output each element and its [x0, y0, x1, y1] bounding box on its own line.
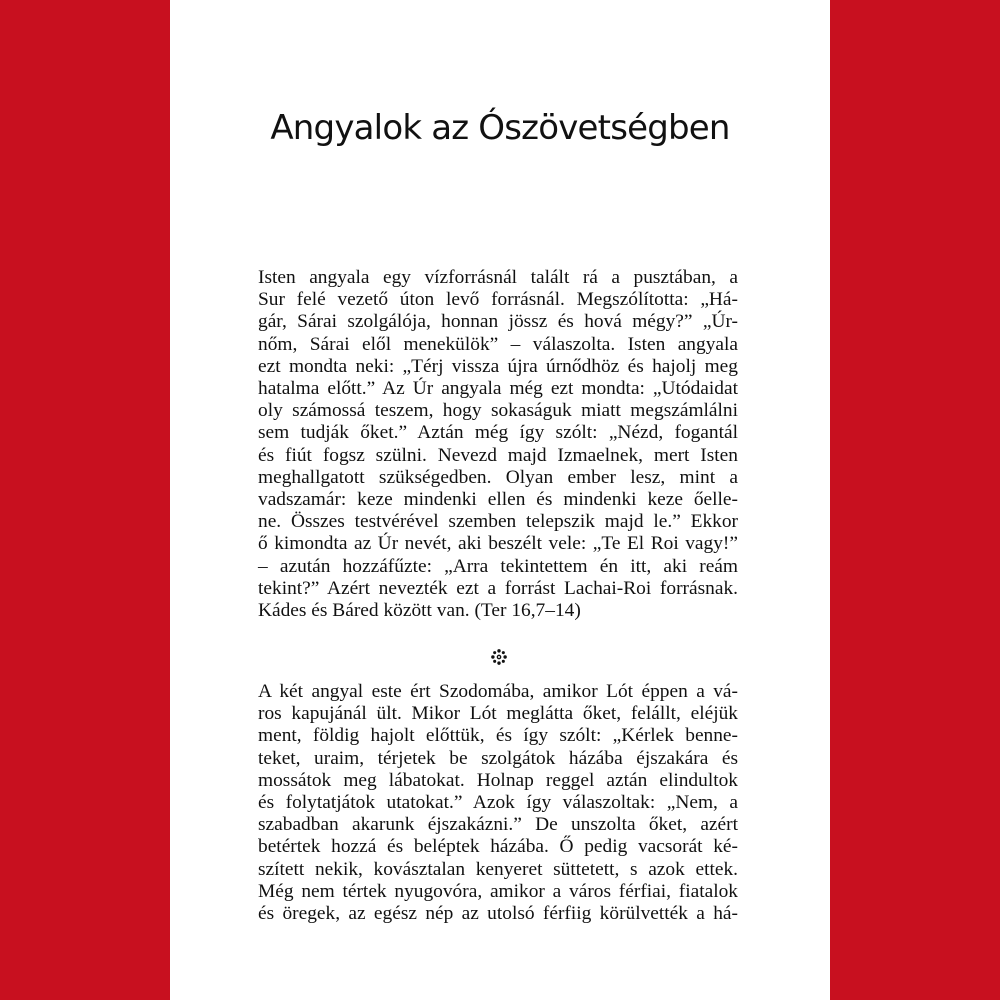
text-line: ő kimondta az Úr nevét, aki beszélt vele: „Te El Roi vagy!”: [258, 533, 738, 555]
text-line: teket, uraim, térjetek be szolgátok házába éjszakára és: [258, 747, 738, 769]
text-line: – azután hozzáfűzte: „Arra tekintettem én itt, aki reám: [258, 555, 738, 577]
ornament-icon: [490, 648, 508, 666]
text-line: Még nem tértek nyugovóra, amikor a város férfiai, fiatalok: [258, 880, 738, 902]
text-line: és folytatjátok utatokat.” Azok így válaszoltak: „Nem, a: [258, 792, 738, 814]
text-line: mossátok meg lábatokat. Holnap reggel aztán elindultok: [258, 769, 738, 791]
text-line: oly számossá teszem, hogy sokaságuk miatt megszámlálni: [258, 400, 738, 422]
text-line: ezt mondta neki: „Térj vissza újra úrnődhöz és hajolj meg: [258, 355, 738, 377]
text-line: nőm, Sárai elől menekülök” – válaszolta. Isten angyala: [258, 333, 738, 355]
text-line: és öregek, az egész nép az utolsó férfiig körülvették a há-: [258, 903, 738, 925]
text-line: Isten angyala egy vízforrásnál talált rá a pusztában, a: [258, 267, 738, 288]
paragraph-sodom: [258, 681, 738, 925]
text-line: ment, földig hajolt előttük, és így szólt: „Kérlek benne-: [258, 725, 738, 747]
book-page: [170, 0, 830, 1000]
paragraph-hagar: [258, 267, 738, 622]
text-line: ros kapujánál ült. Mikor Lót meglátta őket, felállt, eléjük: [258, 703, 738, 725]
text-line: meghallgatott szükségedben. Olyan ember lesz, mint a: [258, 466, 738, 488]
text-line: tekint?” Azért nevezték ezt a forrást Lachai-Roi forrásnak.: [258, 577, 738, 599]
page-title: Angyalok az Ószövetségben: [270, 108, 730, 148]
text-line: Sur felé vezető úton levő forrásnál. Megszólította: „Há-: [258, 289, 738, 311]
text-line: szített nekik, kovásztalan kenyeret süttetett, s azok ettek.: [258, 858, 738, 880]
text-line: vadszamár: keze mindenki ellen és mindenki keze őelle-: [258, 489, 738, 511]
text-line: ne. Összes testvérével szemben telepszik majd le.” Ekkor: [258, 511, 738, 533]
text-line: gár, Sárai szolgálója, honnan jössz és hová mégy?” „Úr-: [258, 311, 738, 333]
text-line: sem tudják őket.” Aztán még így szólt: „Nézd, fogantál: [258, 422, 738, 444]
text-line: és fiút fogsz szülni. Nevezd majd Izmaelnek, mert Isten: [258, 444, 738, 466]
text-line: Kádes és Báred között van. (Ter 16,7–14): [258, 600, 581, 622]
text-line: szabadban akarunk éjszakázni.” De unszolta őket, azért: [258, 814, 738, 836]
text-line: A két angyal este ért Szodomába, amikor Lót éppen a vá-: [258, 681, 738, 702]
text-line: hatalma előtt.” Az Úr angyala még ezt mondta: „Utódaidat: [258, 378, 738, 400]
text-line: betértek hozzá és beléptek házába. Ő pedig vacsorát ké-: [258, 836, 738, 858]
